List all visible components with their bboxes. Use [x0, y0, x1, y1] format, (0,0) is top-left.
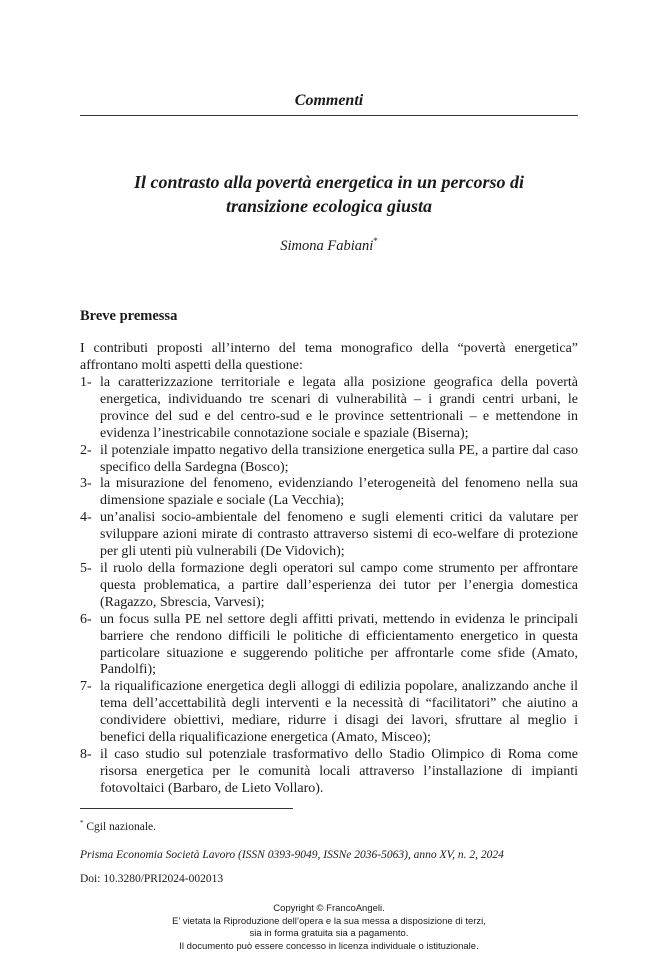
- list-item-text: un focus sulla PE nel settore degli affitti privati, mettendo in evidenza le principali barriere che rendono difficili le politiche di efficientamento energetico in questa particolare situazione e suggerendo politiche per affrontarle come sfide (Amato, Pandolfi);: [100, 611, 578, 678]
- list-item-text: un’analisi socio-ambientale del fenomeno e sugli elementi critici da valutare per sviluppare azioni mirate di contrasto attraverso sistemi di eco-welfare di protezione per gli utenti più vulnerabili (De Vidovich);: [100, 510, 578, 560]
- footnote-rule: [80, 808, 293, 809]
- author-footnote-mark: *: [373, 236, 378, 246]
- copyright-notice: [80, 903, 578, 953]
- list-item: [80, 476, 578, 510]
- journal-citation: Prisma Economia Società Lavoro (ISSN 0393-9049, ISSNe 2036-5063), anno XV, n. 2, 2024: [80, 849, 504, 861]
- list-item-number: 3-: [80, 476, 92, 492]
- footnote: [80, 819, 156, 833]
- author-line: [80, 236, 578, 255]
- list-item-number: 1-: [80, 375, 92, 390]
- list-item: [80, 375, 578, 443]
- contributions-list: [80, 375, 578, 798]
- list-item-number: 7-: [80, 679, 92, 695]
- intro-paragraph: I contributi proposti all’interno del tema monografico della “povertà energetica” affrontano molti aspetti della questione:: [80, 341, 578, 373]
- copyright-line: Copyright © FrancoAngeli.: [273, 903, 385, 914]
- list-item-text: il potenziale impatto negativo della transizione energetica sulla PE, a partire dal caso specifico della Sardegna (Bosco);: [100, 442, 578, 475]
- footnote-mark: *: [80, 819, 84, 827]
- list-item: [80, 747, 578, 798]
- list-item: [80, 443, 578, 477]
- footnote-text: Cgil nazionale.: [86, 820, 156, 833]
- list-item-text: la caratterizzazione territoriale e legata alla posizione geografica della povertà energetica, individuando tre scenari di vulnerabilità – i grandi centri urbani, le province del sud e del centro-sud e le province settentrionali – e mettendone in evidenza l’inestricabile connotazione sociale e spaziale (Biserna);: [100, 375, 578, 441]
- article-title: Il contrasto alla povertà energetica in un percorso di transizione ecologica giusta: [133, 172, 524, 216]
- copyright-line: Il documento può essere concesso in licenza individuale o istituzionale.: [179, 940, 479, 952]
- doi: Doi: 10.3280/PRI2024-002013: [80, 873, 224, 885]
- list-item-number: 4-: [80, 510, 92, 526]
- section-header: Commenti: [294, 92, 364, 109]
- list-item-number: 2-: [80, 442, 92, 458]
- list-item-text: la misurazione del fenomeno, evidenziando l’eterogeneità del fenomeno nella sua dimensione spaziale e sociale (La Vecchia);: [100, 476, 578, 509]
- copyright-line: E’ vietata la Riproduzione dell’opera e la sua messa a disposizione di terzi,: [172, 915, 486, 927]
- list-item-number: 5-: [80, 560, 92, 576]
- list-item-text: il caso studio sul potenziale trasformativo dello Stadio Olimpico di Roma come risorsa energetica per le comunità locali attraverso l’installazione di impianti fotovoltaici (Barbaro, de Lieto Vollaro).: [100, 746, 578, 796]
- list-item: [80, 561, 578, 612]
- list-item-number: 8-: [80, 746, 92, 762]
- list-item-text: la riqualificazione energetica degli alloggi di edilizia popolare, analizzando anche il tema dell’accettabilità degli interventi e la necessità di “facilitatori” che aiutino a condividere obiettivi, mediare, ridurre i disagi dei lavori, sfruttare al meglio i benefici della riqualificazione energetica (Amato, Misceo);: [100, 679, 578, 746]
- list-item: [80, 679, 578, 747]
- list-item: [80, 612, 578, 680]
- copyright-line: sia in forma gratuita sia a pagamento.: [249, 928, 409, 939]
- header-rule: [80, 115, 578, 116]
- list-item-text: il ruolo della formazione degli operatori sul campo come strumento per affrontare questa problematica, a partire dall’esperienza dei tutor per l’energia domestica (Ragazzo, Sbrescia, Varvesi);: [100, 560, 578, 610]
- author-name: Simona Fabiani: [280, 237, 374, 254]
- list-item: [80, 510, 578, 561]
- section-heading: Breve premessa: [80, 308, 178, 324]
- list-item-number: 6-: [80, 611, 92, 627]
